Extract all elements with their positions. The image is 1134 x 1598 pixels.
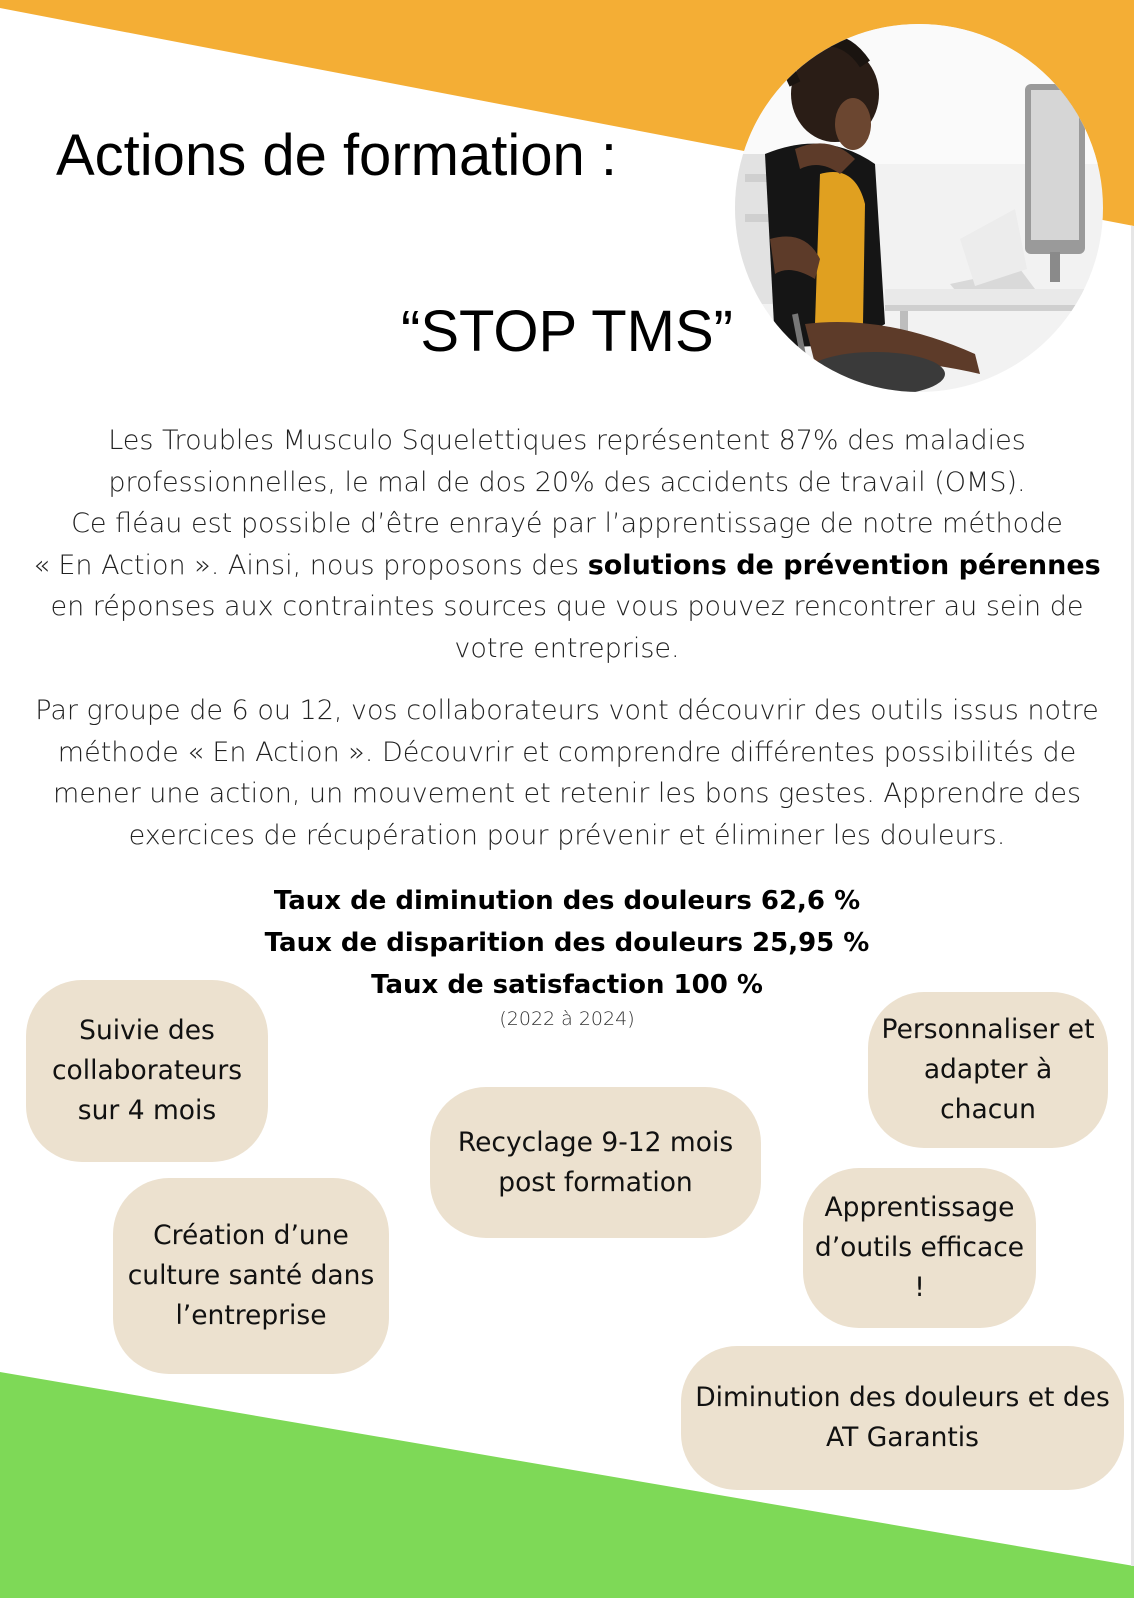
stat-satisfaction: Taux de satisfaction 100 %	[371, 970, 763, 1000]
benefit-pain-reduction-line-1: Diminution des douleurs et des	[695, 1382, 1110, 1413]
intro-line-3: Ce fléau est possible d’être enrayé par l’apprentissage de notre méthode	[71, 508, 1063, 539]
woman-back-pain-photo	[735, 24, 1103, 392]
stats-period: (2022 à 2024)	[499, 1008, 635, 1030]
benefit-recycling-line-2: post formation	[498, 1166, 693, 1198]
benefit-pain-reduction-line-2: AT Garantis	[826, 1422, 979, 1453]
method-line-1: Par groupe de 6 ou 12, vos collaborateurs vont découvrir des outils issus notre	[35, 695, 1099, 726]
stat-pain-reduction: Taux de diminution des douleurs 62,6 %	[273, 886, 861, 916]
intro-line-5: en réponses aux contraintes sources que vous pouvez rencontrer au sein de	[50, 591, 1084, 622]
benefit-personalize-line-1: Personnaliser et	[881, 1014, 1095, 1045]
method-paragraph	[24, 690, 1110, 856]
benefit-tools	[803, 1168, 1036, 1328]
benefit-personalize-line-3: chacun	[940, 1094, 1036, 1125]
intro-line-2: professionnelles, le mal de dos 20% des accidents de travail (OMS).	[108, 466, 1026, 498]
benefit-follow-up-line-2: collaborateurs	[51, 1055, 243, 1086]
intro-line-4: « En Action ». Ainsi, nous proposons des	[33, 549, 588, 581]
page-title: Actions de formation :	[56, 123, 617, 188]
intro-line-6: votre entreprise.	[454, 632, 680, 664]
benefit-tools-line-2: d’outils efficace !	[814, 1232, 1025, 1303]
benefit-tools-line-1: Apprentissage	[824, 1192, 1015, 1223]
benefit-health-culture-line-1: Création d’une	[153, 1220, 349, 1251]
method-line-4: exercices de récupération pour prévenir et éliminer les douleurs.	[128, 819, 1006, 851]
benefit-health-culture-line-3: l’entreprise	[175, 1300, 327, 1331]
benefit-follow-up	[26, 980, 268, 1162]
benefit-personalize	[868, 992, 1108, 1148]
benefit-recycling	[430, 1087, 761, 1238]
benefit-personalize-line-2: adapter à	[923, 1054, 1053, 1085]
method-line-2: méthode « En Action ». Découvrir et comprendre différentes possibilités de	[57, 736, 1077, 768]
intro-highlight: solutions de prévention pérennes	[587, 549, 1101, 581]
benefit-health-culture	[113, 1178, 389, 1374]
benefit-recycling-line-1: Recyclage 9-12 mois	[457, 1126, 734, 1158]
method-line-3: mener une action, un mouvement et retenir les bons gestes. Apprendre des	[52, 778, 1082, 809]
benefit-follow-up-line-1: Suivie des	[79, 1015, 215, 1046]
page-subtitle: “STOP TMS”	[401, 299, 733, 364]
benefit-pain-reduction	[681, 1346, 1124, 1490]
intro-paragraph	[24, 420, 1110, 669]
intro-line-1: Les Troubles Musculo Squelettiques représentent 87% des maladies	[108, 425, 1026, 456]
benefit-follow-up-line-3: sur 4 mois	[77, 1095, 217, 1126]
benefit-health-culture-line-2: culture santé dans	[127, 1260, 375, 1291]
stat-pain-disappearance: Taux de disparition des douleurs 25,95 %	[264, 928, 870, 958]
